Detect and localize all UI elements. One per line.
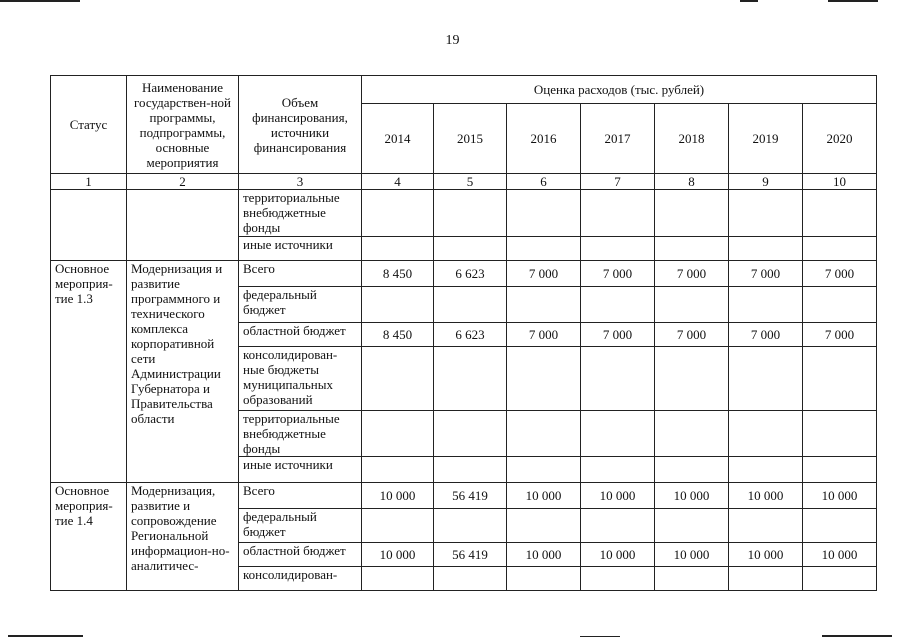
row-value bbox=[507, 287, 581, 323]
header-program-name: Наименование государствен-ной программы, подпрограммы, основные мероприятия bbox=[127, 76, 239, 174]
row-value bbox=[803, 509, 877, 543]
header-year: 2015 bbox=[434, 104, 507, 174]
row-value: 10 000 bbox=[507, 543, 581, 567]
scan-edge-top-right bbox=[828, 0, 878, 2]
row-value: 8 450 bbox=[362, 323, 434, 347]
row-value: 7 000 bbox=[655, 323, 729, 347]
row-value bbox=[655, 190, 729, 237]
row-value bbox=[655, 509, 729, 543]
row-financing-source: территориальные внебюджетные фонды bbox=[239, 190, 362, 237]
row-value: 10 000 bbox=[655, 483, 729, 509]
column-number: 5 bbox=[434, 174, 507, 190]
row-financing-source: Всего bbox=[239, 483, 362, 509]
row-value bbox=[434, 237, 507, 261]
row-value bbox=[507, 567, 581, 591]
table-row bbox=[51, 483, 877, 509]
row-value: 10 000 bbox=[803, 543, 877, 567]
row-value bbox=[803, 457, 877, 483]
row-value: 10 000 bbox=[362, 543, 434, 567]
scan-edge-top-left bbox=[0, 0, 80, 2]
row-value bbox=[803, 190, 877, 237]
row-value bbox=[581, 567, 655, 591]
row-value bbox=[655, 567, 729, 591]
header-year: 2020 bbox=[803, 104, 877, 174]
row-value bbox=[655, 347, 729, 411]
row-value bbox=[655, 411, 729, 457]
row-value bbox=[803, 237, 877, 261]
column-number: 9 bbox=[729, 174, 803, 190]
table-row bbox=[51, 190, 877, 237]
row-value bbox=[803, 411, 877, 457]
row-value bbox=[362, 509, 434, 543]
row-value bbox=[729, 509, 803, 543]
header-year: 2017 bbox=[581, 104, 655, 174]
row-value bbox=[507, 237, 581, 261]
row-value: 56 419 bbox=[434, 483, 507, 509]
row-value bbox=[729, 237, 803, 261]
row-financing-source: областной бюджет bbox=[239, 543, 362, 567]
page-number: 19 bbox=[445, 33, 460, 48]
row-value bbox=[655, 457, 729, 483]
row-value: 6 623 bbox=[434, 323, 507, 347]
row-value bbox=[655, 287, 729, 323]
column-number: 2 bbox=[127, 174, 239, 190]
row-value bbox=[434, 347, 507, 411]
row-value: 7 000 bbox=[803, 261, 877, 287]
row-program-name bbox=[127, 190, 239, 261]
row-value bbox=[581, 411, 655, 457]
row-status: Основное мероприя-тие 1.4 bbox=[51, 483, 127, 591]
header-expenses: Оценка расходов (тыс. рублей) bbox=[362, 76, 877, 104]
row-value bbox=[581, 347, 655, 411]
row-value: 6 623 bbox=[434, 261, 507, 287]
row-value bbox=[434, 411, 507, 457]
row-value bbox=[362, 287, 434, 323]
scan-edge-bottom-mid bbox=[580, 636, 620, 637]
row-financing-source: иные источники bbox=[239, 457, 362, 483]
row-value bbox=[507, 457, 581, 483]
table-row bbox=[51, 261, 877, 287]
row-value bbox=[362, 237, 434, 261]
row-value bbox=[362, 347, 434, 411]
header-year: 2018 bbox=[655, 104, 729, 174]
row-value: 10 000 bbox=[803, 483, 877, 509]
scan-edge-top-mid bbox=[740, 0, 758, 2]
row-value bbox=[729, 347, 803, 411]
row-value bbox=[362, 567, 434, 591]
column-number: 10 bbox=[803, 174, 877, 190]
row-program-name: Модернизация, развитие и сопровождение Региональной информацион-но-аналитичес- bbox=[127, 483, 239, 591]
row-value: 7 000 bbox=[581, 323, 655, 347]
row-value bbox=[729, 411, 803, 457]
row-value: 7 000 bbox=[729, 323, 803, 347]
row-value: 7 000 bbox=[507, 261, 581, 287]
row-value bbox=[729, 190, 803, 237]
row-value bbox=[581, 287, 655, 323]
row-value bbox=[729, 457, 803, 483]
scan-edge-bottom-left bbox=[8, 635, 83, 637]
row-value: 10 000 bbox=[581, 543, 655, 567]
column-number: 6 bbox=[507, 174, 581, 190]
row-value bbox=[803, 567, 877, 591]
header-financing: Объем финансирования, источники финансирования bbox=[239, 76, 362, 174]
row-financing-source: консолидирован-ные бюджеты муниципальных образований bbox=[239, 347, 362, 411]
header-status: Статус bbox=[51, 76, 127, 174]
row-value bbox=[581, 509, 655, 543]
row-value bbox=[362, 411, 434, 457]
row-value bbox=[581, 190, 655, 237]
row-program-name: Модернизация и развитие программного и технического комплекса корпоративной сети Администрации Губернатора и Правительства области bbox=[127, 261, 239, 483]
row-value bbox=[507, 411, 581, 457]
row-value: 10 000 bbox=[581, 483, 655, 509]
row-value bbox=[655, 237, 729, 261]
row-financing-source: федеральный бюджет bbox=[239, 509, 362, 543]
row-value bbox=[803, 287, 877, 323]
row-value bbox=[434, 287, 507, 323]
row-value: 56 419 bbox=[434, 543, 507, 567]
row-value: 7 000 bbox=[655, 261, 729, 287]
column-number: 4 bbox=[362, 174, 434, 190]
row-value: 10 000 bbox=[507, 483, 581, 509]
row-value: 10 000 bbox=[729, 543, 803, 567]
row-value: 10 000 bbox=[729, 483, 803, 509]
row-financing-source: Всего bbox=[239, 261, 362, 287]
row-financing-source: территориальные внебюджетные фонды bbox=[239, 411, 362, 457]
row-value: 8 450 bbox=[362, 261, 434, 287]
row-value bbox=[434, 509, 507, 543]
row-value: 10 000 bbox=[362, 483, 434, 509]
row-value: 7 000 bbox=[803, 323, 877, 347]
row-status bbox=[51, 190, 127, 261]
row-financing-source: консолидирован- bbox=[239, 567, 362, 591]
row-value bbox=[581, 457, 655, 483]
row-value bbox=[362, 457, 434, 483]
column-number: 7 bbox=[581, 174, 655, 190]
row-value bbox=[434, 190, 507, 237]
column-number: 1 bbox=[51, 174, 127, 190]
row-value bbox=[581, 237, 655, 261]
row-value bbox=[803, 347, 877, 411]
row-status: Основное мероприя-тие 1.3 bbox=[51, 261, 127, 483]
header-year: 2019 bbox=[729, 104, 803, 174]
row-value bbox=[507, 190, 581, 237]
row-value bbox=[729, 287, 803, 323]
row-value bbox=[362, 190, 434, 237]
header-year: 2016 bbox=[507, 104, 581, 174]
row-financing-source: областной бюджет bbox=[239, 323, 362, 347]
row-value bbox=[507, 509, 581, 543]
financing-table bbox=[50, 75, 877, 591]
scan-edge-bottom-right bbox=[822, 635, 892, 637]
row-value: 10 000 bbox=[655, 543, 729, 567]
row-financing-source: иные источники bbox=[239, 237, 362, 261]
row-value bbox=[507, 347, 581, 411]
row-value bbox=[434, 567, 507, 591]
row-value bbox=[729, 567, 803, 591]
row-value: 7 000 bbox=[729, 261, 803, 287]
row-value: 7 000 bbox=[581, 261, 655, 287]
row-value: 7 000 bbox=[507, 323, 581, 347]
column-number: 8 bbox=[655, 174, 729, 190]
column-number: 3 bbox=[239, 174, 362, 190]
row-value bbox=[434, 457, 507, 483]
row-financing-source: федеральный бюджет bbox=[239, 287, 362, 323]
header-year: 2014 bbox=[362, 104, 434, 174]
